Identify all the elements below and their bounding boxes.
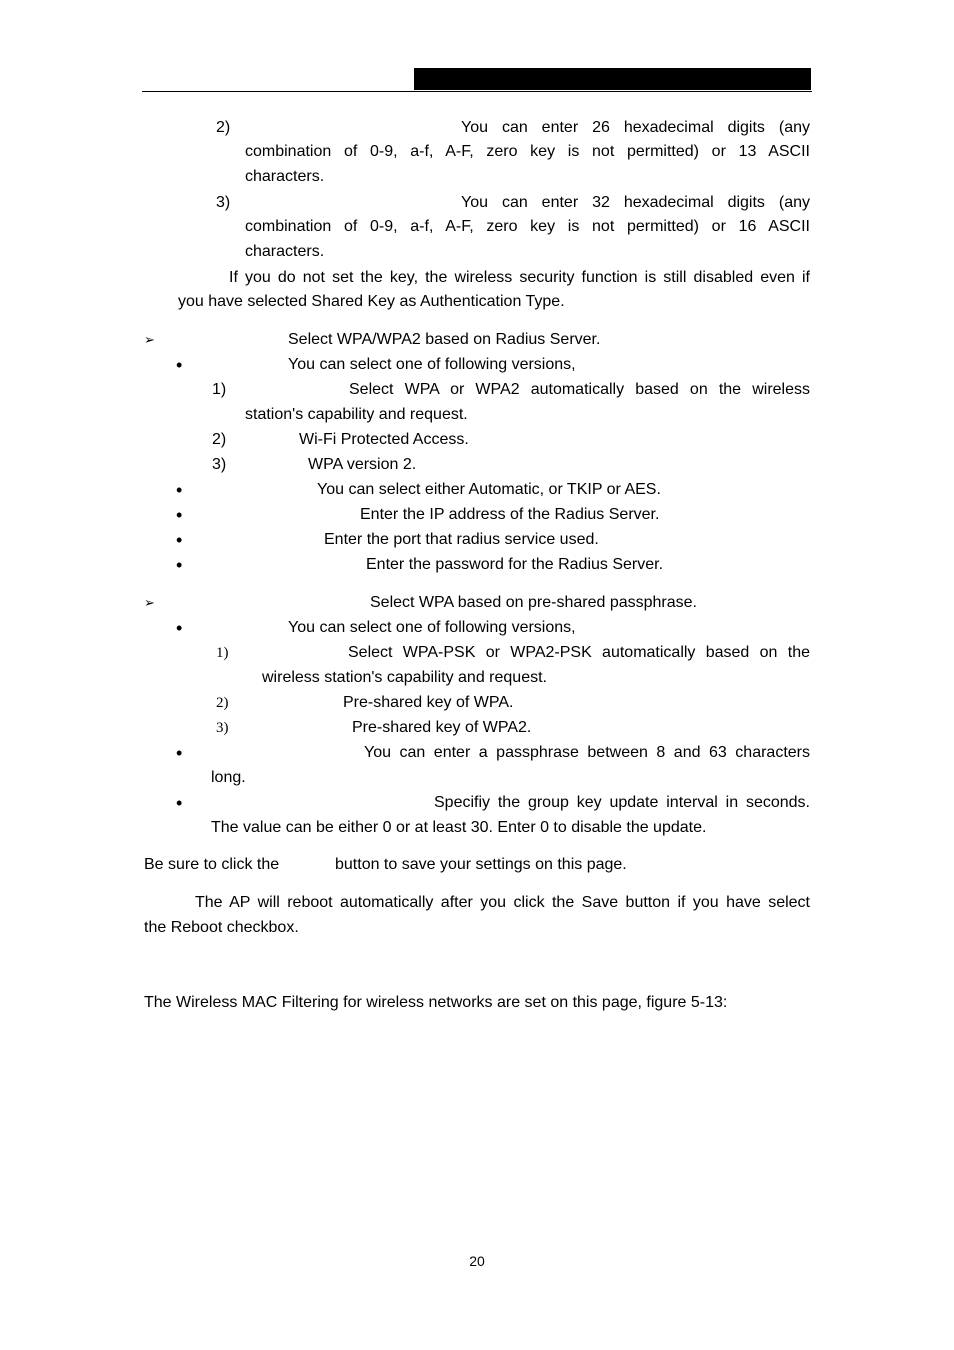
list-number: 2) xyxy=(216,695,229,711)
item-desc: You can select one of following versions, xyxy=(288,356,576,373)
list-item-text: characters. xyxy=(245,243,325,260)
header-rule xyxy=(142,91,812,92)
section-desc: Select WPA/WPA2 based on Radius Server. xyxy=(288,331,601,348)
item-desc: Specifiy the group key update interval in seconds. xyxy=(434,794,810,811)
note-text: If you do not set the key, the wireless security function is still disabled even if xyxy=(229,269,810,286)
bullet-icon: • xyxy=(176,480,183,500)
list-number: 2) xyxy=(212,431,227,448)
save-note-text: Be sure to click the xyxy=(144,856,280,873)
bullet-icon: • xyxy=(176,743,183,763)
note-text: you have selected Shared Key as Authentication Type. xyxy=(178,293,565,310)
item-desc: Enter the IP address of the Radius Server. xyxy=(360,506,660,523)
list-item-text: You can enter 26 hexadecimal digits (any xyxy=(461,119,810,136)
bullet-icon: • xyxy=(176,505,183,525)
arrow-bullet-icon: ➢ xyxy=(144,332,155,347)
mac-filter-intro: The Wireless MAC Filtering for wireless networks are set on this page, figure 5-13: xyxy=(144,994,728,1011)
bullet-icon: • xyxy=(176,618,183,638)
list-item-text: wireless station's capability and request. xyxy=(262,669,547,686)
save-note-text: button to save your settings on this page. xyxy=(335,856,627,873)
arrow-bullet-icon: ➢ xyxy=(144,595,155,610)
list-item-text: Select WPA-PSK or WPA2-PSK automatically based on the xyxy=(348,644,810,661)
bullet-icon: • xyxy=(176,355,183,375)
item-desc: Enter the password for the Radius Server. xyxy=(366,556,664,573)
reboot-note-text: the Reboot checkbox. xyxy=(144,919,299,936)
item-desc: You can select one of following versions, xyxy=(288,619,576,636)
item-desc: Enter the port that radius service used. xyxy=(324,531,599,548)
list-item-text: combination of 0-9, a-f, A-F, zero key is not permitted) or 13 ASCII xyxy=(245,143,810,160)
list-number: 3) xyxy=(212,456,227,473)
bullet-icon: • xyxy=(176,555,183,575)
list-item-text: Select WPA or WPA2 automatically based on the wireless xyxy=(349,381,810,398)
list-number: 1) xyxy=(216,645,229,661)
item-desc: You can select either Automatic, or TKIP or AES. xyxy=(317,481,661,498)
reboot-note-text: The AP will reboot automatically after you click the Save button if you have select xyxy=(195,894,810,911)
list-item-text: Pre-shared key of WPA2. xyxy=(352,719,532,736)
list-number: 3) xyxy=(216,194,231,211)
list-item-text: Pre-shared key of WPA. xyxy=(343,694,514,711)
header-bar xyxy=(414,68,811,90)
item-desc: You can enter a passphrase between 8 and 63 characters xyxy=(364,744,810,761)
list-item-text: Wi-Fi Protected Access. xyxy=(299,431,469,448)
list-number: 1) xyxy=(212,381,227,398)
page-number: 20 xyxy=(469,1253,485,1269)
list-number: 2) xyxy=(216,119,231,136)
list-item-text: WPA version 2. xyxy=(308,456,417,473)
bullet-icon: • xyxy=(176,530,183,550)
bullet-icon: • xyxy=(176,793,183,813)
list-item-text: You can enter 32 hexadecimal digits (any xyxy=(461,194,810,211)
item-desc: long. xyxy=(211,769,246,786)
list-item-text: characters. xyxy=(245,168,325,185)
list-number: 3) xyxy=(216,720,229,736)
list-item-text: combination of 0-9, a-f, A-F, zero key is not permitted) or 16 ASCII xyxy=(245,218,810,235)
section-desc: Select WPA based on pre-shared passphrase. xyxy=(370,594,697,611)
item-desc: The value can be either 0 or at least 30. Enter 0 to disable the update. xyxy=(211,819,707,836)
list-item-text: station's capability and request. xyxy=(245,406,468,423)
